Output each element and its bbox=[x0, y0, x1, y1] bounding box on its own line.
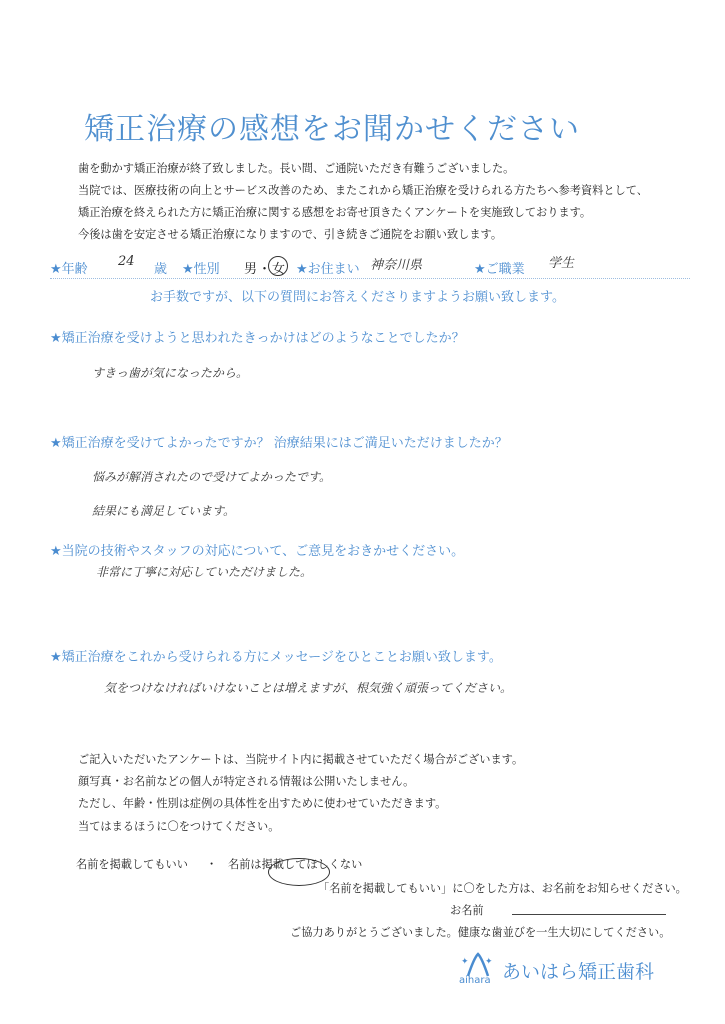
publish-ok-option: 名前を掲載してもいい bbox=[76, 858, 188, 871]
sex-male-option: 男 bbox=[244, 262, 258, 277]
clinic-logo-sub: aihara bbox=[459, 975, 491, 986]
question-4: ★矯正治療をこれから受けられる方にメッセージをひとことお願い致します。 bbox=[50, 650, 502, 665]
sex-label: ★性別 bbox=[182, 262, 220, 277]
profile-row bbox=[50, 254, 690, 278]
option-separator: ・ bbox=[206, 858, 218, 871]
name-label: お名前 bbox=[450, 904, 484, 917]
answer-1-line-1: すきっ歯が気になったから。 bbox=[92, 366, 249, 380]
answer-2-line-1: 悩みが解消されたので受けてよかったです。 bbox=[92, 470, 332, 484]
question-3: ★当院の技術やスタッフの対応について、ご意見をおきかせください。 bbox=[50, 544, 465, 559]
answer-4-line-1: 気をつけなければいけないことは増えますが、根気強く頑張ってください。 bbox=[104, 681, 513, 695]
intro-line-3: 矯正治療を終えられた方に矯正治療に関する感想をお寄せ頂きたくアンケートを実施致しております。 bbox=[78, 206, 592, 219]
occupation-value: 学生 bbox=[548, 256, 575, 271]
age-label: ★年齢 bbox=[50, 262, 88, 277]
age-value: 24 bbox=[118, 254, 135, 269]
answer-3-line-1: 非常に丁寧に対応していただけました。 bbox=[96, 565, 313, 579]
name-request-text: 「名前を掲載してもいい」に〇をした方は、お名前をお知らせください。 bbox=[318, 882, 687, 895]
clinic-logo-name: あいはら矯正歯科 bbox=[502, 961, 655, 983]
residence-label: ★お住まい bbox=[296, 262, 360, 277]
footer-line-3: ただし、年齢・性別は症例の具体性を出すために使わせていただきます。 bbox=[78, 797, 447, 810]
notice-text: お手数ですが、以下の質問にお答えくださりますようお願い致します。 bbox=[150, 290, 565, 305]
survey-title: 矯正治療の感想をお聞かせください bbox=[84, 112, 580, 147]
footer-line-2: 顔写真・お名前などの個人が特定される情報は公開いたしません。 bbox=[78, 775, 415, 788]
profile-dotted-line bbox=[50, 278, 690, 279]
footer-line-1: ご記入いただいたアンケートは、当院サイト内に掲載させていただく場合がございます。 bbox=[78, 753, 524, 766]
answer-2-line-2: 結果にも満足しています。 bbox=[92, 504, 236, 518]
question-1: ★矯正治療を受けようと思われたきっかけはどのようなことでしたか？ bbox=[50, 331, 465, 346]
age-unit: 歳 bbox=[154, 262, 168, 277]
thanks-text: ご協力ありがとうございました。健康な歯並びを一生大切にしてください。 bbox=[290, 926, 671, 939]
intro-line-4: 今後は歯を安定させる矯正治療になりますので、引き続きご通院をお願い致します。 bbox=[78, 228, 503, 241]
intro-line-2: 当院では、医療技術の向上とサービス改善のため、またこれから矯正治療を受けられる方たちへ参考資料として、 bbox=[78, 184, 648, 197]
sex-female-option: 女 bbox=[272, 262, 286, 277]
name-underline bbox=[512, 914, 666, 915]
sex-selection-circle bbox=[268, 256, 288, 276]
question-2: ★矯正治療を受けてよかったですか？ 治療結果にはご満足いただけましたか？ bbox=[50, 436, 508, 451]
occupation-label: ★ご職業 bbox=[474, 262, 525, 277]
sex-dot: ・ bbox=[258, 262, 272, 277]
footer-line-4: 当てはまるほうに〇をつけてください。 bbox=[78, 820, 280, 833]
publish-ng-option: 名前は掲載してほしくない bbox=[228, 858, 363, 871]
residence-value: 神奈川県 bbox=[370, 258, 423, 273]
svg-text:✦: ✦ bbox=[461, 957, 469, 967]
svg-text:✦: ✦ bbox=[485, 957, 493, 967]
intro-line-1: 歯を動かす矯正治療が終了致しました。長い間、ご通院いただき有難うございました。 bbox=[78, 162, 515, 175]
